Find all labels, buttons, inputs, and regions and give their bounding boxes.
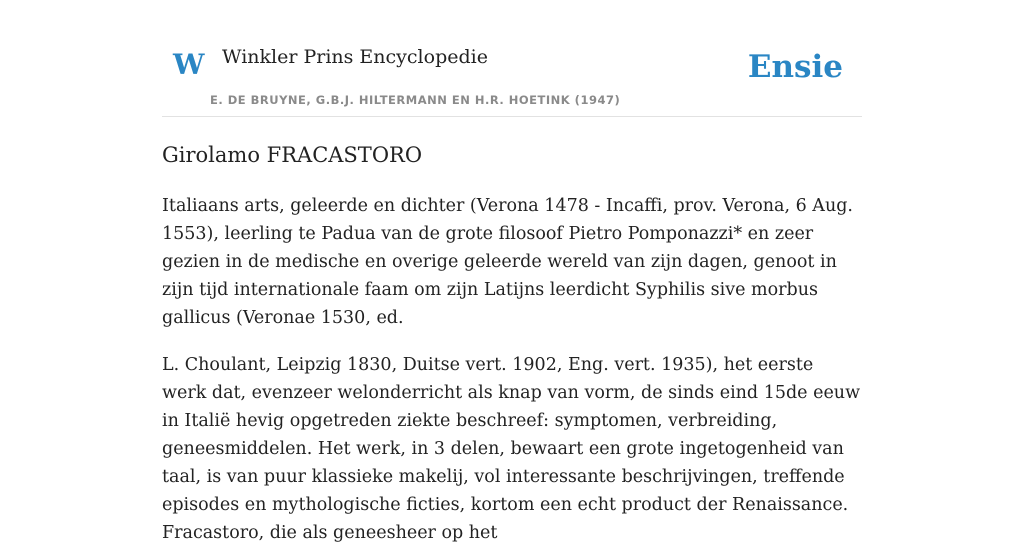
source-header [162, 0, 862, 117]
source-authors: E. DE BRUYNE, G.B.J. HILTERMANN EN H.R. HOETINK (1947) [210, 93, 621, 107]
article [162, 140, 862, 547]
ensie-logo-link[interactable]: Ensie [747, 49, 843, 85]
source-title[interactable]: Winkler Prins Encyclopedie [222, 46, 488, 68]
article-title: Girolamo FRACASTORO [162, 143, 423, 167]
article-paragraph: L. Choulant, Leipzig 1830, Duitse vert. 1902, Eng. vert. 1935), het eerste werk dat, evenzeer welonderricht als knap van vorm, de sinds eind 15de eeuw in Italië hevig opgetreden ziekte beschreef: symptomen, verbreiding, geneesmiddelen. Het werk, in 3 delen, bewaart een grote ingetogenheid van taal, is van puur klassieke makelij, vol interessante beschrijvingen, treffende episodes en mythologische ficties, kortom een echt product der Renaissance. Fracastoro, die als geneesheer op het [162, 355, 861, 543]
article-paragraph: Italiaans arts, geleerde en dichter (Verona 1478 - Incaffi, prov. Verona, 6 Aug. 1553), leerling te Padua van de grote filosoof Pietro Pomponazzi* en zeer gezien in de medische en overige geleerde wereld van zijn dagen, genoot in zijn tijd internationale faam om zijn Latijns leerdicht Syphilis sive morbus gallicus (Veronae 1530, ed. [162, 196, 853, 328]
winkler-prins-logo-icon: W [173, 48, 205, 81]
